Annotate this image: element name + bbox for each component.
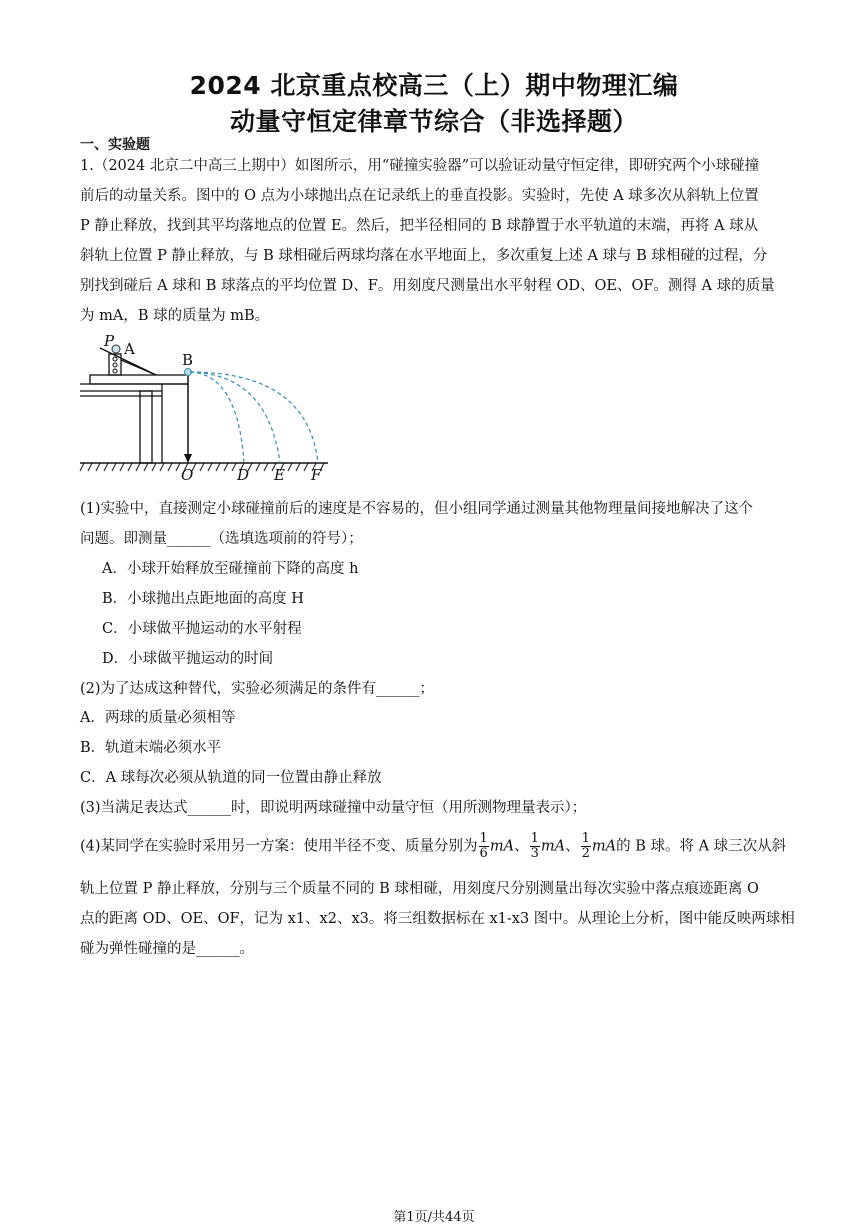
- question-intro-line: 1.（2024 北京二中高三上期中）如图所示，用“碰撞实验器”可以验证动量守恒定律，即研究两个小球碰撞: [80, 158, 760, 174]
- fraction: $\frac{1}{3}$: [530, 831, 539, 861]
- option-b: B．轨道末端必须水平: [80, 740, 222, 756]
- label-f: F: [311, 466, 322, 482]
- page-subtitle: 动量守恒定律章节综合（非选择题）: [229, 107, 638, 136]
- collision-apparatus-diagram: [78, 332, 338, 482]
- part4-text-a: (4)某同学在实验时采用另一方案：使用半径不变、质量分别为: [80, 838, 478, 855]
- part4-line: 碰为弹性碰撞的是______。: [80, 941, 254, 957]
- label-p: P: [104, 332, 115, 350]
- question-intro-line: 为 mA，B 球的质量为 mB。: [80, 308, 270, 324]
- part4-text-b: 的 B 球。将 A 球三次从斜: [616, 838, 787, 855]
- option-a: A．小球开始释放至碰撞前下降的高度 h: [102, 561, 359, 577]
- label-e: E: [274, 466, 285, 482]
- part1-line: (1)实验中，直接测定小球碰撞前后的速度是不容易的，但小组同学通过测量其他物理量间接地解决了这个: [80, 501, 754, 517]
- fraction: $\frac{1}{6}$: [479, 831, 488, 861]
- question-intro-line: 斜轨上位置 P 静止释放，与 B 球相碰后两球均落在水平地面上，多次重复上述 A 球与 B 球相碰的过程，分: [80, 248, 768, 264]
- part2-line: (2)为了达成这种替代，实验必须满足的条件有______；: [80, 681, 435, 697]
- option-a: A．两球的质量必须相等: [80, 710, 236, 726]
- question-intro-line: 别找到碰后 A 球和 B 球落点的平均位置 D、F。用刻度尺测量出水平射程 OD、OE、OF。测得 A 球的质量: [80, 278, 775, 294]
- part3-line: (3)当满足表达式______时，即说明两球碰撞中动量守恒（用所测物理量表示）；: [80, 800, 587, 816]
- part4-line: (4)某同学在实验时采用另一方案：使用半径不变、质量分别为 $\frac{1}{6}$ mA、 $\frac{1}{3}$ mA、 $\frac{1}{2}$ mA的 B 球。将 A 球三次从斜: [80, 831, 787, 861]
- page-title: 2024 北京重点校高三（上）期中物理汇编: [189, 71, 679, 100]
- option-c: C．小球做平抛运动的水平射程: [102, 621, 302, 637]
- fraction: $\frac{1}{2}$: [581, 831, 590, 861]
- question-intro-line: 前后的动量关系。图中的 O 点为小球抛出点在记录纸上的垂直投影。实验时，先使 A 球多次从斜轨上位置: [80, 188, 759, 204]
- part4-line: 点的距离 OD、OE、OF，记为 x1、x2、x3。将三组数据标在 x1-x3 图中。从理论上分析，图中能反映两球相: [80, 911, 795, 927]
- label-b: B: [182, 351, 194, 369]
- section-heading: 一、实验题: [80, 137, 150, 153]
- label-d: D: [237, 466, 250, 482]
- option-d: D．小球做平抛运动的时间: [102, 651, 274, 667]
- question-intro-line: P 静止释放，找到其平均落地点的位置 E。然后，把半径相同的 B 球静置于水平轨道的末端，再将 A 球从: [80, 218, 759, 234]
- option-c: C．A 球每次必须从轨道的同一位置由静止释放: [80, 770, 382, 786]
- page-footer: 第1页/共44页: [393, 1210, 475, 1225]
- option-b: B．小球抛出点距地面的高度 H: [102, 591, 304, 607]
- part4-line: 轨上位置 P 静止释放，分别与三个质量不同的 B 球相碰，用刻度尺分别测量出每次实验中落点痕迹距离 O: [80, 881, 759, 897]
- label-a: A: [124, 340, 135, 358]
- part1-line: 问题。即测量______（选填选项前的符号）；: [80, 531, 363, 547]
- label-o: O: [181, 466, 194, 482]
